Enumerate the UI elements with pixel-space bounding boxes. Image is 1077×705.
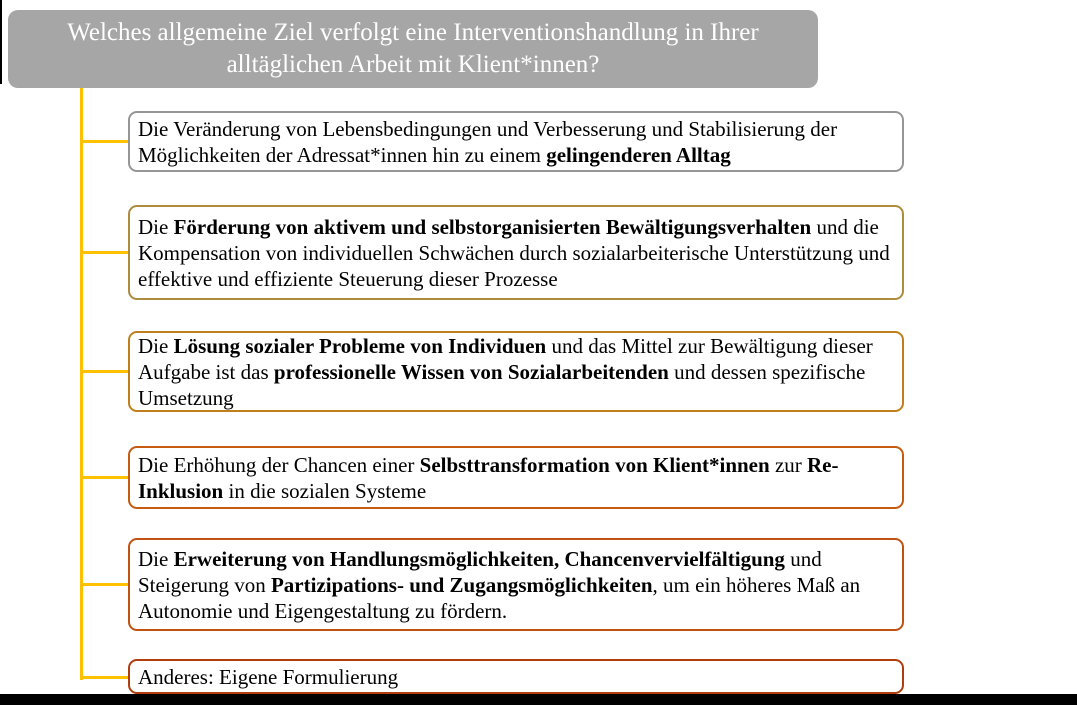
option-box-erhoehung xyxy=(128,446,904,509)
connector-trunk xyxy=(80,88,83,680)
option-box-erweiterung xyxy=(128,538,904,631)
option-text: Anderes: Eigene Formulierung xyxy=(138,664,399,689)
option-text: Die Lösung sozialer Probleme von Individuen und das Mittel zur Bewältigung dieser Aufgabe ist das professionelle Wissen von Sozialarbeitenden und dessen spezifische Umsetzung xyxy=(138,333,873,410)
connector-branch-5 xyxy=(80,583,130,586)
option-text: Die Förderung von aktivem und selbstorganisierten Bewältigungsverhalten und die Kompensation von individuellen Schwächen durch sozialarbeiterische Unterstützung und effektive und effiziente Steuerung dieser Prozesse xyxy=(138,214,890,291)
option-box-loesung xyxy=(128,331,904,412)
connector-branch-1 xyxy=(80,140,130,143)
question-title-text: Welches allgemeine Ziel verfolgt eine Interventionshandlung in Ihrer alltäglichen Arbeit mit Klient*innen? xyxy=(67,19,759,78)
option-text: Die Erweiterung von Handlungsmöglichkeiten, Chancenvervielfältigung und Steigerung von Partizipations- und Zugangsmöglichkeiten, um ein höheres Maß an Autonomie und Eigengestaltung zu fördern. xyxy=(138,546,861,623)
option-box-veraenderung xyxy=(128,111,904,172)
option-box-anderes xyxy=(128,659,904,694)
left-edge-line xyxy=(0,0,2,84)
option-text: Die Veränderung von Lebensbedingungen und Verbesserung und Stabilisierung der Möglichkeiten der Adressat*innen hin zu einem gelingenderen Alltag xyxy=(138,116,838,167)
connector-branch-4 xyxy=(80,476,130,479)
bottom-bar xyxy=(0,694,1077,705)
option-box-foerderung xyxy=(128,205,904,300)
question-title xyxy=(8,10,818,88)
connector-branch-2 xyxy=(80,251,130,254)
option-text: Die Erhöhung der Chancen einer Selbsttransformation von Klient*innen zur Re-Inklusion in die sozialen Systeme xyxy=(138,452,839,503)
connector-branch-6 xyxy=(80,676,130,679)
connector-branch-3 xyxy=(80,370,130,373)
